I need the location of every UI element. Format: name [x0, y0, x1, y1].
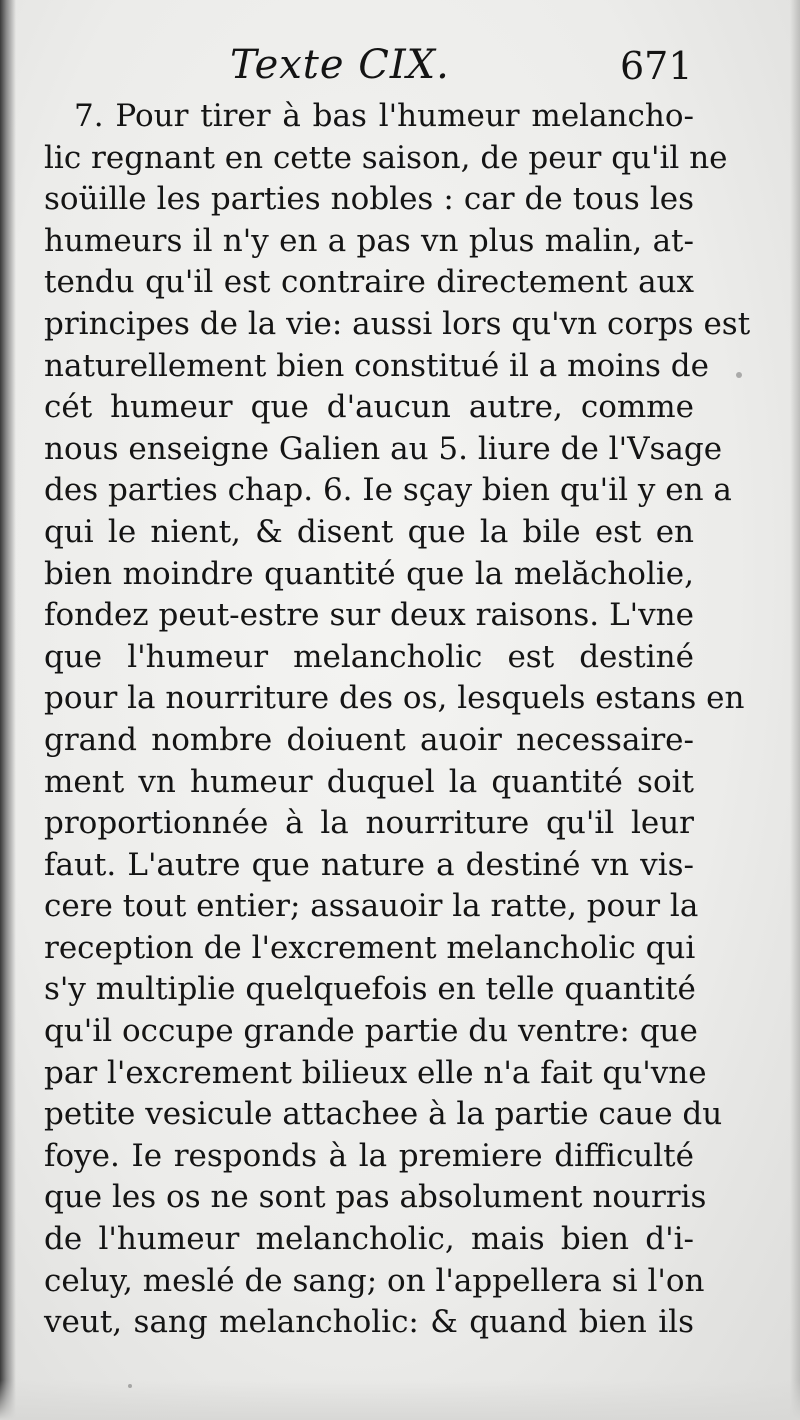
- text-line: faut. L'autre que nature a destiné vn vis-: [44, 846, 694, 883]
- text-line: fondez peut-estre sur deux raisons. L'vne: [44, 597, 694, 634]
- text-line: qu'il occupe grande partie du ventre: que: [44, 1013, 698, 1050]
- page-bottom-shadow: [0, 1380, 800, 1420]
- text-line: cét humeur que d'aucun autre, comme: [44, 389, 694, 426]
- page-number: 671: [620, 44, 693, 88]
- text-line: proportionnée à la nourriture qu'il leur: [44, 805, 694, 842]
- text-line: nous enseigne Galien au 5. liure de l'Vsage: [44, 430, 723, 467]
- text-line: humeurs il n'y en a pas vn plus malin, at-: [44, 222, 694, 259]
- text-line: grand nombre doiuent auoir necessaire-: [44, 721, 694, 758]
- text-line: ment vn humeur duquel la quantité soit: [44, 763, 694, 800]
- page-binding-shadow: [0, 0, 16, 1420]
- text-line: soüille les parties nobles : car de tous les: [44, 181, 694, 218]
- ink-speck: [736, 372, 742, 378]
- text-line: pour la nourriture des os, lesquels estans en: [44, 680, 745, 717]
- text-line: principes de la vie: aussi lors qu'vn corps est: [44, 305, 751, 342]
- text-line: de l'humeur melancholic, mais bien d'i-: [44, 1221, 694, 1258]
- text-line: qui le nient, & disent que la bile est en: [44, 513, 694, 550]
- text-line: veut, sang melancholic: & quand bien ils: [44, 1304, 694, 1341]
- text-line: lic regnant en cette saison, de peur qu'il ne: [44, 139, 728, 176]
- text-line: foye. Ie responds à la premiere difficulté: [44, 1137, 694, 1174]
- body-text: [44, 96, 751, 1344]
- text-line: naturellement bien constitué il a moins de: [44, 347, 709, 384]
- text-line: 7. Pour tirer à bas l'humeur melancho-: [74, 98, 694, 134]
- text-line: que l'humeur melancholic est destiné: [44, 638, 694, 675]
- text-line: celuy, meslé de sang; on l'appellera si l'on: [44, 1262, 705, 1299]
- text-line: petite vesicule attachee à la partie caue du: [44, 1096, 723, 1133]
- text-line: tendu qu'il est contraire directement aux: [44, 264, 694, 301]
- text-line: cere tout entier; assauoir la ratte, pour la: [44, 888, 699, 925]
- text-line: par l'excrement bilieux elle n'a fait qu'vne: [44, 1054, 707, 1091]
- text-line: reception de l'excrement melancholic qui: [44, 929, 696, 966]
- text-line: bien moindre quantité que la melăcholie,: [44, 555, 694, 592]
- text-line: que les os ne sont pas absolument nourris: [44, 1179, 707, 1216]
- page-edge-shadow: [790, 0, 800, 1420]
- text-line: s'y multiplie quelquefois en telle quantité: [44, 971, 696, 1008]
- page-header: [0, 42, 800, 92]
- running-title: Texte CIX.: [230, 42, 450, 88]
- text-line: des parties chap. 6. Ie sçay bien qu'il y en a: [44, 472, 732, 509]
- ink-speck: [128, 1384, 132, 1388]
